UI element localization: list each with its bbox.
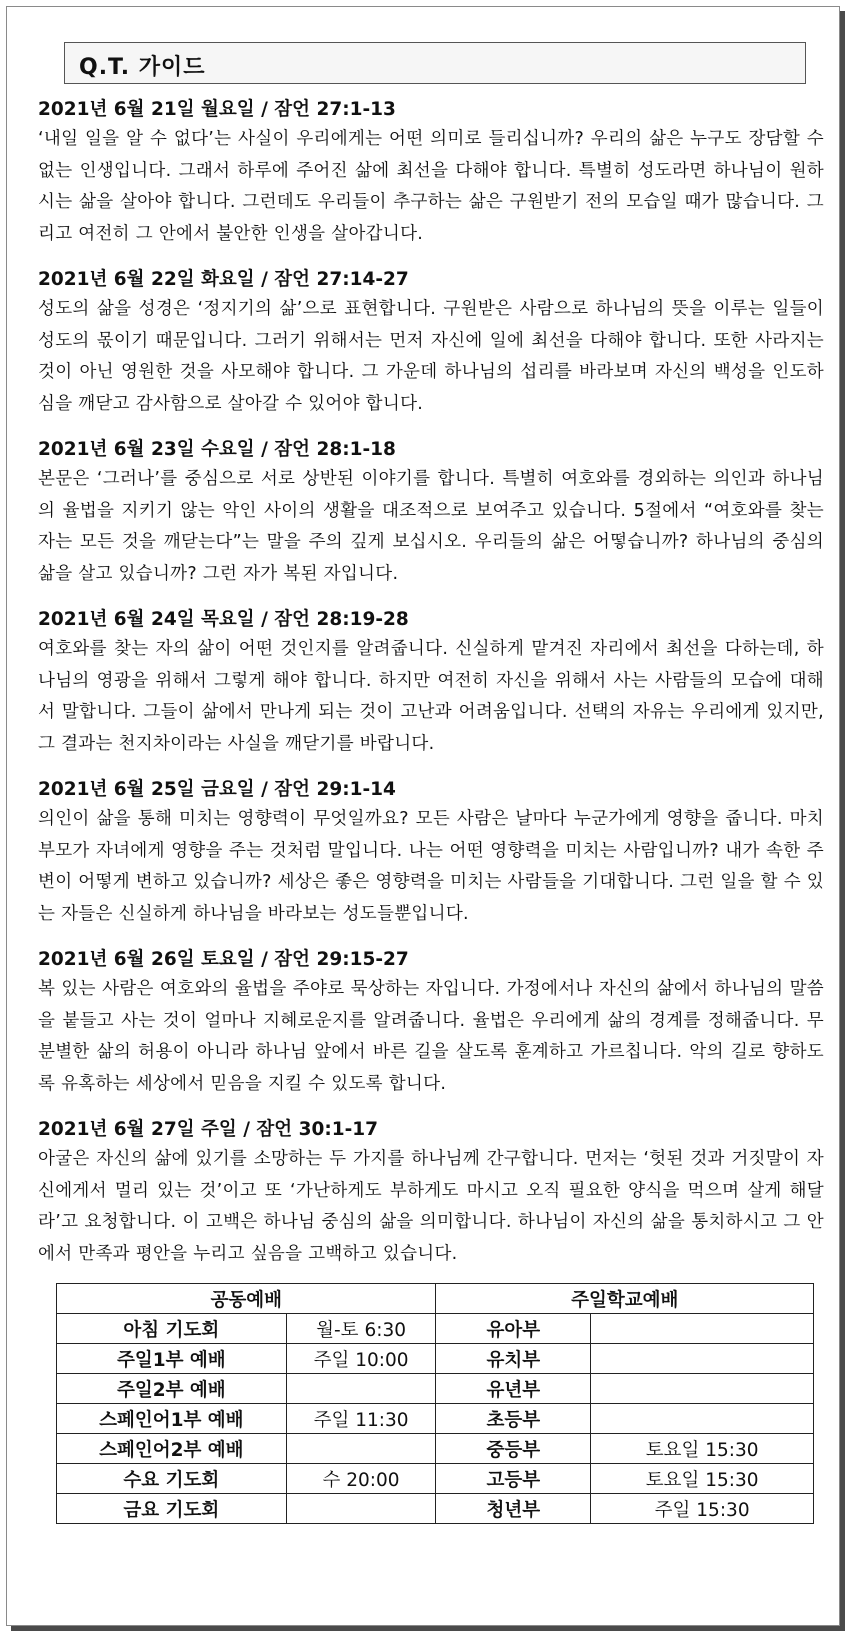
service-name: 스페인어1부 예배	[57, 1404, 287, 1434]
dept-name: 중등부	[436, 1434, 591, 1464]
worship-schedule-table	[56, 1283, 814, 1524]
entry-heading: 2021년 6월 22일 화요일 / 잠언 27:14-27	[38, 269, 409, 290]
entry-heading: 2021년 6월 24일 목요일 / 잠언 28:19-28	[38, 609, 409, 630]
header-sunday-school: 주일학교예배	[436, 1284, 814, 1314]
entry-heading: 2021년 6월 27일 주일 / 잠언 30:1-17	[38, 1119, 379, 1140]
dept-name: 청년부	[436, 1494, 591, 1524]
dept-name: 유아부	[436, 1314, 591, 1344]
qt-entries	[38, 96, 824, 1286]
dept-name: 고등부	[436, 1464, 591, 1494]
dept-time	[591, 1344, 814, 1374]
entry-body: 의인이 삶을 통해 미치는 영향력이 무엇일까요? 모든 사람은 날마다 누군가에게 영향을 줍니다. 마치 부모가 자녀에게 영향을 주는 것처럼 말입니다. 나는 어떤 영향력을 미치는 사람입니까? 내가 속한 주변이 어떻게 변하고 있습니까? 세상은 좋은 영향력을 미치는 사람들을 기대합니다. 그런 일을 할 수 있는 자들은 신실하게 하나님을 바라보는 성도들뿐입니다.	[38, 809, 824, 924]
entry-heading: 2021년 6월 21일 월요일 / 잠언 27:1-13	[38, 99, 396, 120]
table-row	[57, 1404, 814, 1434]
qt-entry	[38, 776, 824, 930]
dept-name: 유년부	[436, 1374, 591, 1404]
entry-heading: 2021년 6월 25일 금요일 / 잠언 29:1-14	[38, 779, 396, 800]
table-row	[57, 1494, 814, 1524]
entry-body: 복 있는 사람은 여호와의 율법을 주야로 묵상하는 자입니다. 가정에서나 자신의 삶에서 하나님의 말씀을 붙들고 사는 것이 얼마나 지혜로운지를 알려줍니다. 율법은 우리에게 삶의 경계를 정해줍니다. 무분별한 삶의 허용이 아니라 하나님 앞에서 바른 길을 살도록 훈계하고 가르칩니다. 악의 길로 향하도록 유혹하는 세상에서 믿음을 지킬 수 있도록 합니다.	[38, 979, 824, 1094]
dept-time	[591, 1374, 814, 1404]
entry-body: 성도의 삶을 성경은 ‘정지기의 삶’으로 표현합니다. 구원받은 사람으로 하나님의 뜻을 이루는 일들이 성도의 몫이기 때문입니다. 그러기 위해서는 먼저 자신에 일에 최선을 다해야 합니다. 또한 사라지는 것이 아닌 영원한 것을 사모해야 합니다. 그 가운데 하나님의 섭리를 바라보며 자신의 백성을 인도하심을 깨닫고 감사함으로 살아갈 수 있어야 합니다.	[38, 299, 824, 414]
entry-body: 본문은 ‘그러나’를 중심으로 서로 상반된 이야기를 합니다. 특별히 여호와를 경외하는 의인과 하나님의 율법을 지키기 않는 악인 사이의 생활을 대조적으로 보여주고 있습니다. 5절에서 “여호와를 찾는 자는 모든 것을 깨닫는다”는 말을 주의 깊게 보십시오. 우리들의 삶은 어떻습니까? 하나님의 중심의 삶을 살고 있습니까? 그런 자가 복된 자입니다.	[38, 469, 824, 584]
table-row	[57, 1434, 814, 1464]
header-box	[64, 42, 806, 84]
table-row	[57, 1314, 814, 1344]
dept-time: 토요일 15:30	[591, 1464, 814, 1494]
header-common-worship: 공동예배	[57, 1284, 436, 1314]
dept-name: 유치부	[436, 1344, 591, 1374]
service-name: 주일1부 예배	[57, 1344, 287, 1374]
entry-heading: 2021년 6월 23일 수요일 / 잠언 28:1-18	[38, 439, 396, 460]
entry-heading: 2021년 6월 26일 토요일 / 잠언 29:15-27	[38, 949, 409, 970]
qt-entry	[38, 606, 824, 760]
service-time	[286, 1374, 436, 1404]
service-time: 주일 10:00	[286, 1344, 436, 1374]
qt-entry	[38, 1116, 824, 1270]
service-time: 수 20:00	[286, 1464, 436, 1494]
entry-body: ‘내일 일을 알 수 없다’는 사실이 우리에게는 어떤 의미로 들리십니까? 우리의 삶은 누구도 장담할 수 없는 인생입니다. 그래서 하루에 주어진 삶에 최선을 다해야 합니다. 특별히 성도라면 하나님이 원하시는 삶을 살아야 합니다. 그런데도 우리들이 추구하는 삶은 구원받기 전의 모습일 때가 많습니다. 그리고 여전히 그 안에서 불안한 인생을 살아갑니다.	[38, 129, 824, 244]
table-header-row	[57, 1284, 814, 1314]
qt-entry	[38, 266, 824, 420]
service-time	[286, 1494, 436, 1524]
service-time: 월-토 6:30	[286, 1314, 436, 1344]
service-name: 스페인어2부 예배	[57, 1434, 287, 1464]
table-row	[57, 1344, 814, 1374]
entry-body: 아굴은 자신의 삶에 있기를 소망하는 두 가지를 하나님께 간구합니다. 먼저는 ‘헛된 것과 거짓말이 자신에게서 멀리 있는 것’이고 또 ‘가난하게도 부하게도 마시고 오직 필요한 양식을 먹으며 살게 해달라’고 요청합니다. 이 고백은 하나님 중심의 삶을 의미합니다. 하나님이 자신의 삶을 통치하시고 그 안에서 만족과 평안을 누리고 싶음을 고백하고 있습니다.	[38, 1149, 824, 1264]
service-name: 아침 기도회	[57, 1314, 287, 1344]
qt-entry	[38, 946, 824, 1100]
qt-entry	[38, 436, 824, 590]
qt-entry	[38, 96, 824, 250]
service-name: 금요 기도회	[57, 1494, 287, 1524]
table-row	[57, 1374, 814, 1404]
dept-time	[591, 1314, 814, 1344]
service-time	[286, 1434, 436, 1464]
dept-time: 토요일 15:30	[591, 1434, 814, 1464]
service-name: 수요 기도회	[57, 1464, 287, 1494]
dept-time	[591, 1404, 814, 1434]
dept-time: 주일 15:30	[591, 1494, 814, 1524]
table-row	[57, 1464, 814, 1494]
page-title: Q.T. 가이드	[79, 55, 206, 80]
service-time: 주일 11:30	[286, 1404, 436, 1434]
entry-body: 여호와를 찾는 자의 삶이 어떤 것인지를 알려줍니다. 신실하게 맡겨진 자리에서 최선을 다하는데, 하나님의 영광을 위해서 그렇게 해야 합니다. 하지만 여전히 자신을 위해서 사는 사람들의 모습에 대해서 말합니다. 그들이 삶에서 만나게 되는 것이 고난과 어려움입니다. 선택의 자유는 우리에게 있지만, 그 결과는 천지차이라는 사실을 깨닫기를 바랍니다.	[38, 639, 824, 754]
dept-name: 초등부	[436, 1404, 591, 1434]
service-name: 주일2부 예배	[57, 1374, 287, 1404]
